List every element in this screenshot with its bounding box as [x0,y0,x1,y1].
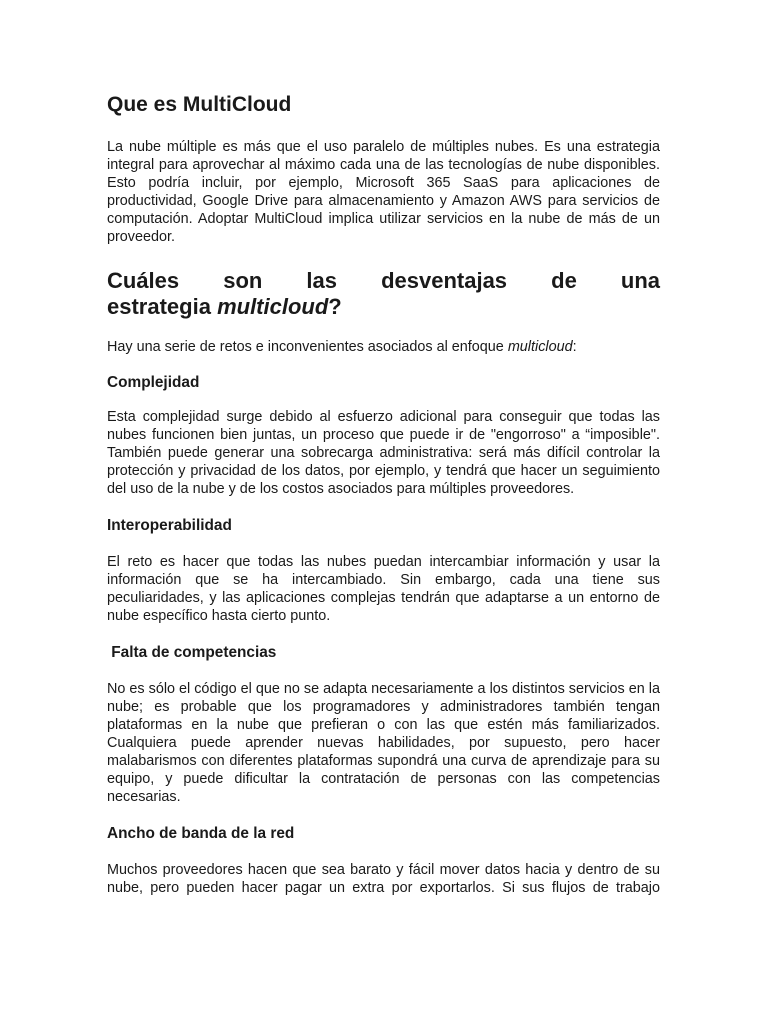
section-heading-falta-de-competencias: Falta de competencias [107,644,277,661]
page-title: Que es MultiCloud [107,93,292,116]
section-heading-complejidad: Complejidad [107,374,200,391]
disadvantages-heading-line1: Cuáles son las desventajas de una [107,268,660,293]
intro-paragraph: La nube múltiple es más que el uso paralelo de múltiples nubes. Es una estrategia integral para aprovechar al máximo cada una de las tecnologías de nube disponibles. Esto podría incluir, por ejemplo, Microsoft 365 SaaS para aplicaciones de productividad, Google Drive para almacenamiento y Amazon AWS para servicios de computación. Adoptar MultiCloud implica utilizar servicios en la nube de más de un proveedor. [107,139,660,245]
section-heading-interoperabilidad: Interoperabilidad [107,517,232,534]
document-page [107,92,660,897]
disadvantages-heading [107,268,660,320]
disadvantages-intro-italic: multicloud [507,339,573,355]
section-heading-ancho-de-banda: Ancho de banda de la red [107,825,295,842]
disadvantages-heading-prefix: estrategia [107,294,218,319]
disadvantages-heading-suffix: ? [328,294,342,319]
section-body-interoperabilidad: El reto es hacer que todas las nubes puedan intercambiar información y usar la información que se ha intercambiado. Sin embargo, cada una tiene sus peculiaridades, y las aplicaciones complejas tendrán que adaptarse a un entorno de nube específico hasta cierto punto. [107,554,660,624]
disadvantages-intro [107,338,660,356]
section-body-complejidad: Esta complejidad surge debido al esfuerzo adicional para conseguir que todas las nubes funcionen bien juntas, un proceso que puede ir de "engorroso" a “imposible". También puede generar una sobrecarga administrativa: será más difícil controlar la protección y privacidad de los datos, por ejemplo, y tendrá que hacer un seguimiento del uso de la nube y de los costos asociados para múltiples proveedores. [107,409,660,497]
disadvantages-intro-prefix: Hay una serie de retos e inconvenientes asociados al enfoque [107,339,508,355]
disadvantages-heading-line2 [107,294,660,320]
disadvantages-heading-italic: multicloud [217,294,329,319]
disadvantages-intro-suffix: : [572,339,577,355]
section-body-ancho-de-banda: Muchos proveedores hacen que sea barato y fácil mover datos hacia y dentro de su nube, pero pueden hacer pagar un extra por exportarlos. Si sus flujos de trabajo [107,862,660,896]
section-body-falta-de-competencias: No es sólo el código el que no se adapta necesariamente a los distintos servicios en la nube; es probable que los programadores y administradores también tengan plataformas en la nube que prefieran o con las que estén más familiarizados. Cualquiera puede aprender nuevas habilidades, por supuesto, pero hacer malabarismos con diferentes plataformas supondrá una curva de aprendizaje para su equipo, y puede dificultar la contratación de personas con las competencias necesarias. [107,681,660,805]
